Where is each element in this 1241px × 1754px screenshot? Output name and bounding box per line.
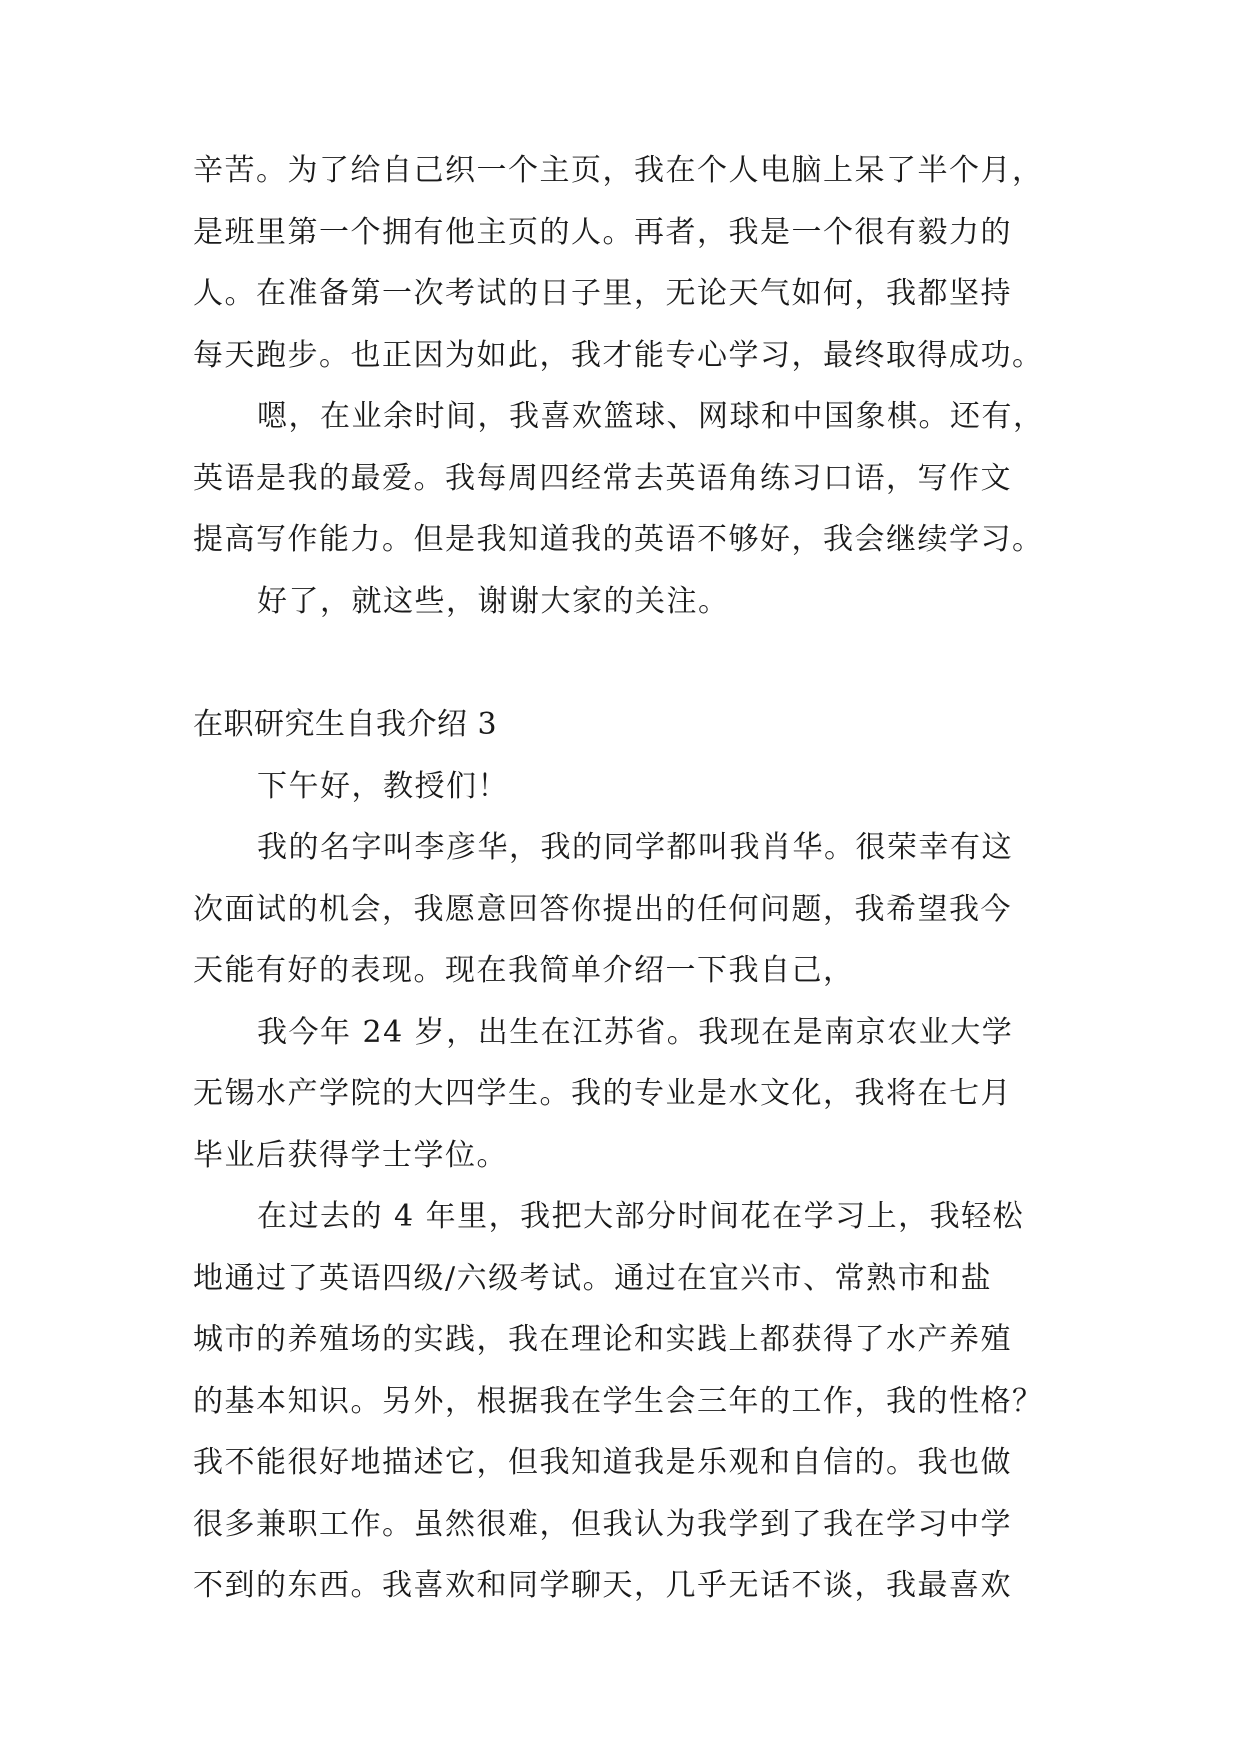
text-line: 很多兼职工作。虽然很难，但我认为我学到了我在学习中学 bbox=[193, 1506, 1012, 1542]
text-line: 次面试的机会，我愿意回答你提出的任何问题，我希望我今 bbox=[193, 891, 1012, 927]
paragraph-continued bbox=[193, 140, 1053, 386]
paragraph-hobbies bbox=[193, 386, 1053, 571]
text-line: 天能有好的表现。现在我简单介绍一下我自己， bbox=[193, 953, 855, 988]
text-line: 人。在准备第一次考试的日子里，无论天气如何，我都坚持 bbox=[193, 276, 1012, 311]
text-line: 好了，就这些，谢谢大家的关注。 bbox=[257, 583, 730, 619]
paragraph-closing bbox=[193, 571, 1053, 633]
document-body bbox=[193, 140, 1053, 1617]
text-line: 我不能很好地描述它，但我知道我是乐观和自信的。我也做 bbox=[193, 1445, 1012, 1480]
text-line: 英语是我的最爱。我每周四经常去英语角练习口语，写作文 bbox=[193, 460, 1012, 496]
section-spacer bbox=[193, 632, 1053, 694]
text-line: 我今年 24 岁，出生在江苏省。我现在是南京农业大学 bbox=[257, 1014, 1014, 1050]
paragraph-background bbox=[193, 1002, 1053, 1187]
text-line: 是班里第一个拥有他主页的人。再者，我是一个很有毅力的 bbox=[193, 214, 1012, 250]
text-line: 每天跑步。也正因为如此，我才能专心学习，最终取得成功。 bbox=[193, 337, 1044, 373]
text-line: 毕业后获得学士学位。 bbox=[193, 1137, 508, 1173]
text-line: 无锡水产学院的大四学生。我的专业是水文化，我将在七月 bbox=[193, 1076, 1012, 1111]
text-line: 辛苦。为了给自己织一个主页，我在个人电脑上呆了半个月， bbox=[193, 153, 1044, 188]
text-line: 提高写作能力。但是我知道我的英语不够好，我会继续学习。 bbox=[193, 522, 1044, 557]
text-line: 城市的养殖场的实践，我在理论和实践上都获得了水产养殖 bbox=[193, 1322, 1012, 1357]
text-line: 在过去的 4 年里，我把大部分时间花在学习上，我轻松 bbox=[257, 1199, 1025, 1234]
paragraph-introduction bbox=[193, 817, 1053, 1002]
text-line: 嗯，在业余时间，我喜欢篮球、网球和中国象棋。还有， bbox=[257, 399, 1045, 434]
text-line: 不到的东西。我喜欢和同学聊天，几乎无话不谈，我最喜欢 bbox=[193, 1568, 1012, 1603]
section-title: 在职研究生自我介绍 3 bbox=[193, 707, 498, 742]
paragraph-experience bbox=[193, 1186, 1053, 1617]
text-line: 的基本知识。另外，根据我在学生会三年的工作，我的性格？ bbox=[193, 1383, 1044, 1419]
greeting-line: 下午好，教授们！ bbox=[257, 768, 509, 804]
text-line: 我的名字叫李彦华，我的同学都叫我肖华。很荣幸有这 bbox=[257, 830, 1013, 865]
text-line: 地通过了英语四级/六级考试。通过在宜兴市、常熟市和盐 bbox=[193, 1260, 993, 1296]
